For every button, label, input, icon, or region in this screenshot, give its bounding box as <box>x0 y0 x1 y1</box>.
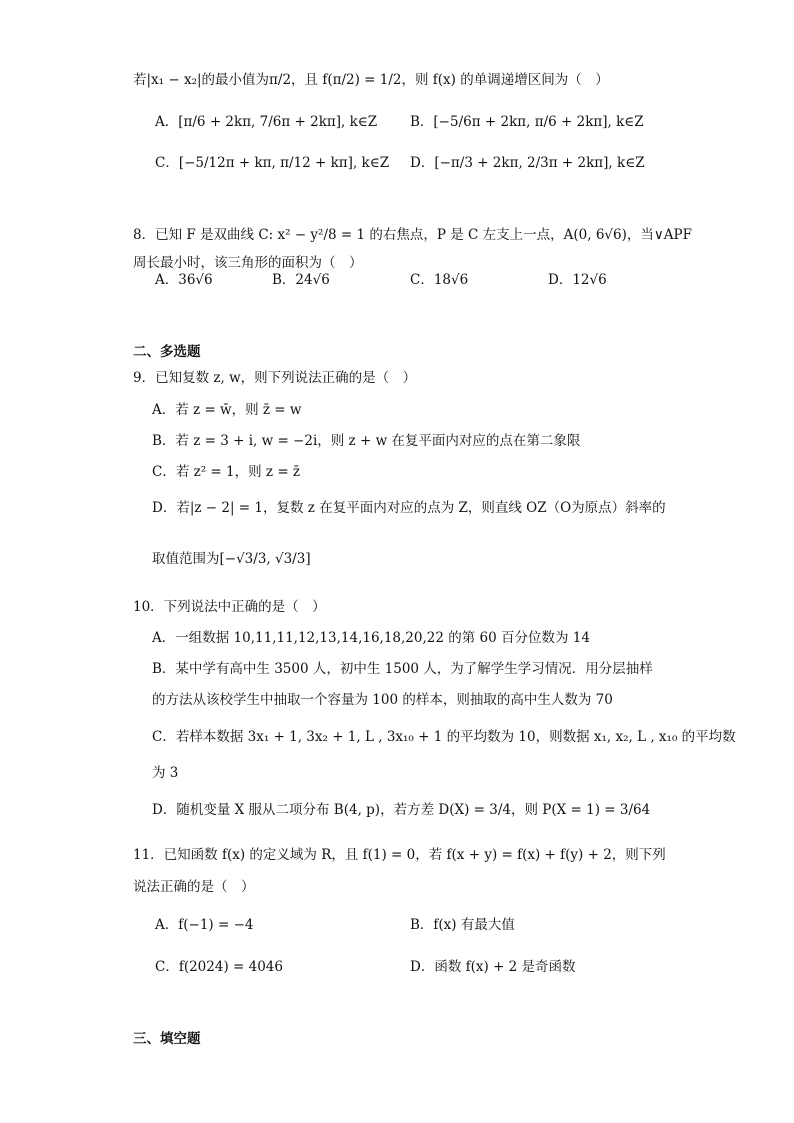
q10-option-b-line2: 的方法从该校学生中抽取一个容量为 100 的样本，则抽取的高中生人数为 70 <box>152 692 613 708</box>
q7-option-c: C．[−5/12π + kπ, π/12 + kπ], k∈Z <box>155 155 390 171</box>
q7-option-a: A．[π/6 + 2kπ, 7/6π + 2kπ], k∈Z <box>155 114 378 130</box>
q11-option-a: A．f(−1) = −4 <box>155 917 254 933</box>
q9-option-a: A．若 z = w̄，则 z̄ = w <box>152 402 302 418</box>
q8-option-a: A．36√6 <box>155 272 213 288</box>
q10-option-b-line1: B．某中学有高中生 3500 人，初中生 1500 人，为了解学生学习情况．用分层抽样 <box>152 661 653 677</box>
q9-option-d-line1: D．若|z − 2| = 1，复数 z 在复平面内对应的点为 Z，则直线 OZ（O为原点）斜率的 <box>152 500 666 516</box>
q9-option-b: B．若 z = 3 + i, w = −2i，则 z + w 在复平面内对应的点在第二象限 <box>152 433 581 449</box>
q8-stem-line2: 周长最小时，该三角形的面积为（ ） <box>133 255 363 271</box>
q11-stem-line2: 说法正确的是（ ） <box>133 879 255 895</box>
q10-option-a: A．一组数据 10,11,11,12,13,14,16,18,20,22 的第 60 百分位数为 14 <box>152 630 590 646</box>
q7-stem: 若|x₁ − x₂|的最小值为π/2，且 f(π/2) = 1/2，则 f(x) 的单调递增区间为（ ） <box>133 72 609 88</box>
q8-stem-line1: 8．已知 F 是双曲线 C: x² − y²/8 = 1 的右焦点，P 是 C 左支上一点，A(0, 6√6)，当∨APF <box>133 227 692 243</box>
q10-option-c-line2: 为 3 <box>152 765 179 781</box>
section-heading-multiple-choice: 二、多选题 <box>133 344 201 360</box>
q11-option-b: B．f(x) 有最大值 <box>410 917 515 933</box>
q11-option-d: D．函数 f(x) + 2 是奇函数 <box>410 959 576 975</box>
q7-option-d: D．[−π/3 + 2kπ, 2/3π + 2kπ], k∈Z <box>410 155 645 171</box>
q10-option-c-line1: C．若样本数据 3x₁ + 1, 3x₂ + 1, L , 3x₁₀ + 1 的平均数为 10，则数据 x₁, x₂, L , x₁₀ 的平均数 <box>152 729 736 745</box>
q9-stem: 9．已知复数 z, w，则下列说法正确的是（ ） <box>133 370 417 386</box>
q10-option-d: D．随机变量 X 服从二项分布 B(4, p)，若方差 D(X) = 3/4，则 P(X = 1) = 3/64 <box>152 802 651 818</box>
q9-option-c: C．若 z² = 1，则 z = z̄ <box>152 464 301 480</box>
q9-option-d-line2: 取值范围为[−√3/3, √3/3] <box>152 551 311 567</box>
q11-option-c: C．f(2024) = 4046 <box>155 959 283 975</box>
q8-option-d: D．12√6 <box>548 272 607 288</box>
q11-stem-line1: 11．已知函数 f(x) 的定义域为 R，且 f(1) = 0，若 f(x + y) = f(x) + f(y) + 2，则下列 <box>133 847 666 863</box>
q8-option-b: B．24√6 <box>272 272 330 288</box>
q10-stem: 10．下列说法中正确的是（ ） <box>133 599 326 615</box>
q7-option-b: B．[−5/6π + 2kπ, π/6 + 2kπ], k∈Z <box>410 114 644 130</box>
q8-option-c: C．18√6 <box>410 272 469 288</box>
section-heading-fill-in: 三、填空题 <box>133 1031 201 1047</box>
